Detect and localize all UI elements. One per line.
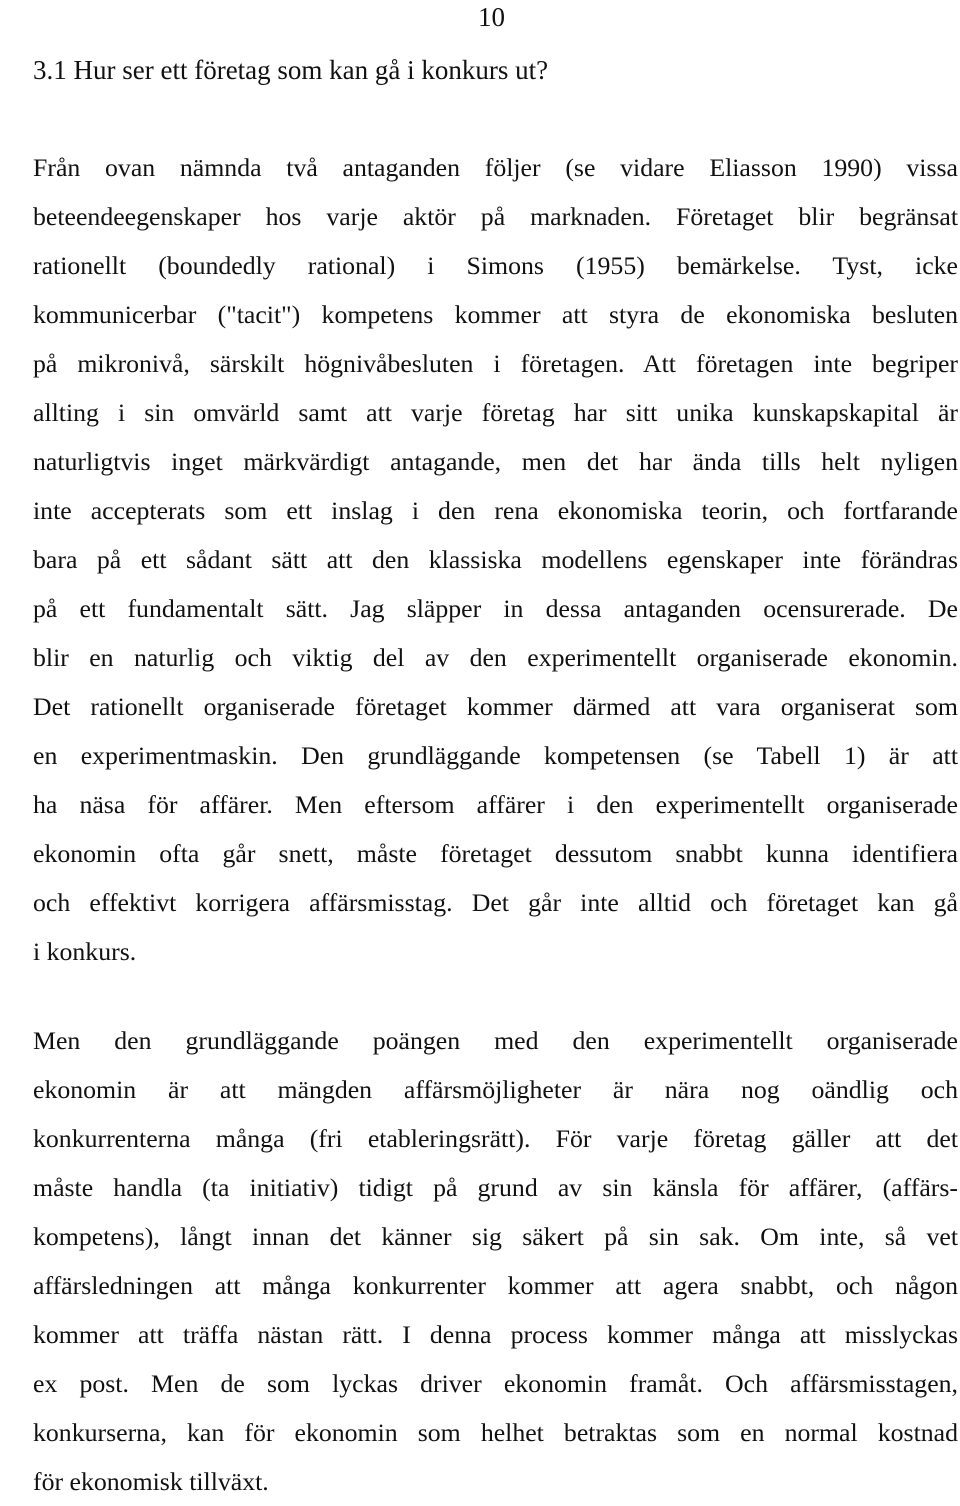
text-line: konkurrenterna många (fri etableringsrätt). För varje företag gäller att det: [33, 1124, 958, 1153]
page-number: 10: [478, 2, 505, 32]
text-line: kommunicerbar ("tacit") kompetens kommer att styra de ekonomiska besluten: [33, 300, 958, 329]
text-line: blir en naturlig och viktig del av den experimentellt organiserade ekonomin.: [33, 643, 958, 672]
text-line: Det rationellt organiserade företaget kommer därmed att vara organiserat som: [33, 692, 958, 721]
text-line: beteendeegenskaper hos varje aktör på marknaden. Företaget blir begränsat: [33, 202, 958, 231]
text-line: Men den grundläggande poängen med den experimentellt organiserade: [33, 1026, 958, 1055]
text-line: allting i sin omvärld samt att varje företag har sitt unika kunskapskapital är: [33, 398, 958, 427]
text-line: på mikronivå, särskilt högnivåbesluten i företagen. Att företagen inte begriper: [33, 349, 958, 378]
text-line: i konkurs.: [33, 937, 137, 966]
text-line: måste handla (ta initiativ) tidigt på grund av sin känsla för affärer, (affärs-: [33, 1173, 958, 1202]
text-line: ex post. Men de som lyckas driver ekonomin framåt. Och affärsmisstagen,: [33, 1369, 958, 1398]
text-line: bara på ett sådant sätt att den klassiska modellens egenskaper inte förändras: [33, 545, 958, 574]
text-line: kommer att träffa nästan rätt. I denna process kommer många att misslyckas: [33, 1320, 958, 1349]
paragraph-2: [33, 1016, 958, 1506]
section-heading: 3.1 Hur ser ett företag som kan gå i konkurs ut?: [33, 55, 549, 85]
text-line: för ekonomisk tillväxt.: [33, 1467, 269, 1496]
text-line: naturligtvis inget märkvärdigt antagande, men det har ända tills helt nyligen: [33, 447, 958, 476]
text-line: en experimentmaskin. Den grundläggande kompetensen (se Tabell 1) är att: [33, 741, 958, 770]
text-line: ha näsa för affärer. Men eftersom affärer i den experimentellt organiserade: [33, 790, 958, 819]
text-line: inte accepterats som ett inslag i den rena ekonomiska teorin, och fortfarande: [33, 496, 958, 525]
text-line: ekonomin är att mängden affärsmöjligheter är nära nog oändlig och: [33, 1075, 958, 1104]
paragraph-1: [33, 143, 958, 976]
text-line: kompetens), långt innan det känner sig säkert på sin sak. Om inte, så vet: [33, 1222, 958, 1251]
text-line: ekonomin ofta går snett, måste företaget dessutom snabbt kunna identifiera: [33, 839, 958, 868]
text-line: rationellt (boundedly rational) i Simons (1955) bemärkelse. Tyst, icke: [33, 251, 958, 280]
text-line: affärsledningen att många konkurrenter kommer att agera snabbt, och någon: [33, 1271, 958, 1300]
text-line: och effektivt korrigera affärsmisstag. Det går inte alltid och företaget kan gå: [33, 888, 958, 917]
text-line: konkurserna, kan för ekonomin som helhet betraktas som en normal kostnad: [33, 1418, 958, 1447]
text-line: Från ovan nämnda två antaganden följer (se vidare Eliasson 1990) vissa: [33, 153, 958, 182]
text-line: på ett fundamentalt sätt. Jag släpper in dessa antaganden ocensurerade. De: [33, 594, 958, 623]
